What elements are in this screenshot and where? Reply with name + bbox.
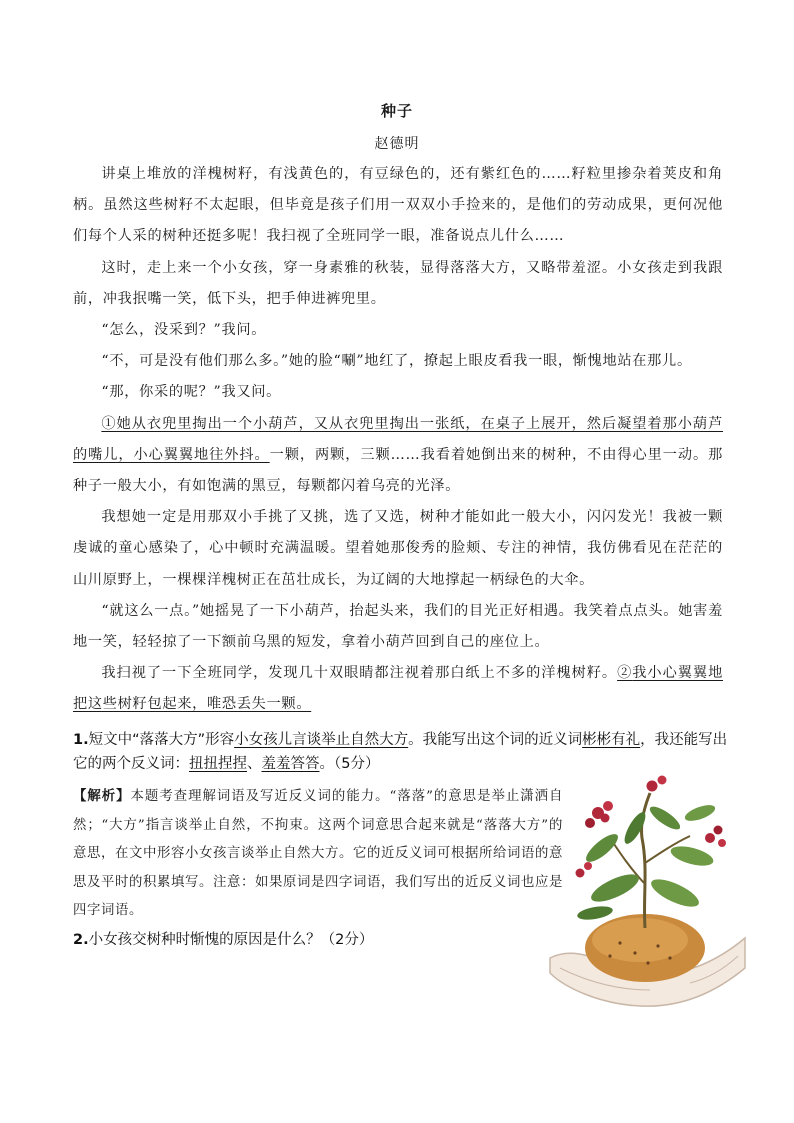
question-1-text-c: ，我还能写出它的两个反义词： [73,732,728,772]
question-1-score: 。（5分） [319,756,380,772]
answer-antonym-1: 扭扭捏捏 [189,756,247,772]
marker-1: ① [101,415,117,432]
question-1-text-a: 短文中“落落大方”形容 [88,732,235,748]
story-paragraph-5: “那，你采的呢？”我又问。 [101,384,282,401]
story-paragraph-8: “就这么一点。”她摇晃了一下小葫芦，抬起头来，我们的目光正好相遇。我笑着点点头。她害羞地一笑，轻轻掠了一下额前乌黑的短发，拿着小葫芦回到自己的座位上。 [73,602,723,651]
answer-synonym: 彬彬有礼 [582,732,641,748]
story-paragraph-6 [73,409,723,503]
question-1-number: 1. [73,732,89,748]
analysis-text: 本题考查理解词语及写近反义词的能力。“落落”的意思是举止潇洒自然；“大方”指言谈举止自然，不拘束。这两个词意思合起来就是“落落大方”的意思，在文中形容小女孩言谈举止自然大方。它的近反义词可根据所给词语的意思及平时的积累填写。注意：如果原词是四字词语，我们写出的近反义词也应是四字词语。 [73,789,563,918]
question-2-number: 2. [73,931,89,948]
article-title: 种子 [380,102,413,120]
story-paragraph-1: 讲桌上堆放的洋槐树籽，有浅黄色的，有豆绿色的，还有紫红色的……籽粒里掺杂着荚皮和角柄。虽然这些树籽不太起眼，但毕竟是孩子们用一双双小手捡来的，是他们的劳动成果，更何况他们每个人采的树种还挺多呢！我扫视了全班同学一眼，准备说点儿什么…… [73,166,723,245]
underlined-sentence-1: 她从衣兜里掏出一个小葫芦，又从衣兜里掏出一张纸，在桌子上展开，然后凝望着那小葫芦的嘴儿，小心翼翼地往外抖。 [73,415,723,463]
answer-1: 小女孩儿言谈举止自然大方 [234,732,409,748]
underlined-sentence-2: 我小心翼翼地把这些树籽包起来，唯恐丢失一颗。 [73,665,723,713]
question-1-separator: 、 [247,756,262,772]
plant-in-hands-icon [540,768,750,1013]
story-paragraph-9 [73,658,723,720]
story-paragraph-4: “不，可是没有他们那么多。”她的脸“唰”地红了，撩起上眼皮看我一眼，惭愧地站在那儿。 [101,353,692,370]
story-body [73,159,723,721]
paragraph-9-plain: 我扫视了一下全班同学，发现几十双眼睛都注视着那白纸上不多的洋槐树籽。 [101,665,618,682]
answer-antonym-2: 羞羞答答 [261,756,320,772]
article-author: 赵德明 [374,136,420,152]
question-2-text: 小女孩交树种时惭愧的原因是什么？（2分） [88,931,374,948]
analysis-heading: 【解析】 [73,788,131,804]
story-paragraph-3: “怎么，没采到？”我问。 [101,322,267,339]
story-paragraph-7: 我想她一定是用那双小手挑了又挑，选了又选，树种才能如此一般大小，闪闪发光！我被一颗虔诚的童心感染了，心中顿时充满温暖。望着她那俊秀的脸颊、专注的神情，我仿佛看见在茫茫的山川原野上，一棵棵洋槐树正在茁壮成长，为辽阔的大地撑起一柄绿色的大伞。 [73,509,723,588]
story-paragraph-2: 这时，走上来一个小女孩，穿一身素雅的秋装，显得落落大方，又略带羞涩。小女孩走到我跟前，冲我抿嘴一笑，低下头，把手伸进裤兜里。 [73,259,723,307]
analysis [73,782,563,926]
paragraph-6-rest: 一颗，两颗，三颗……我看着她倒出来的树种，不由得心里一动。那种子一般大小，有如饱满的黑豆，每颗都闪着乌亮的光泽。 [73,446,723,495]
question-1-text-b: 。我能写出这个词的近义词 [408,732,583,748]
marker-2: ② [617,665,633,682]
